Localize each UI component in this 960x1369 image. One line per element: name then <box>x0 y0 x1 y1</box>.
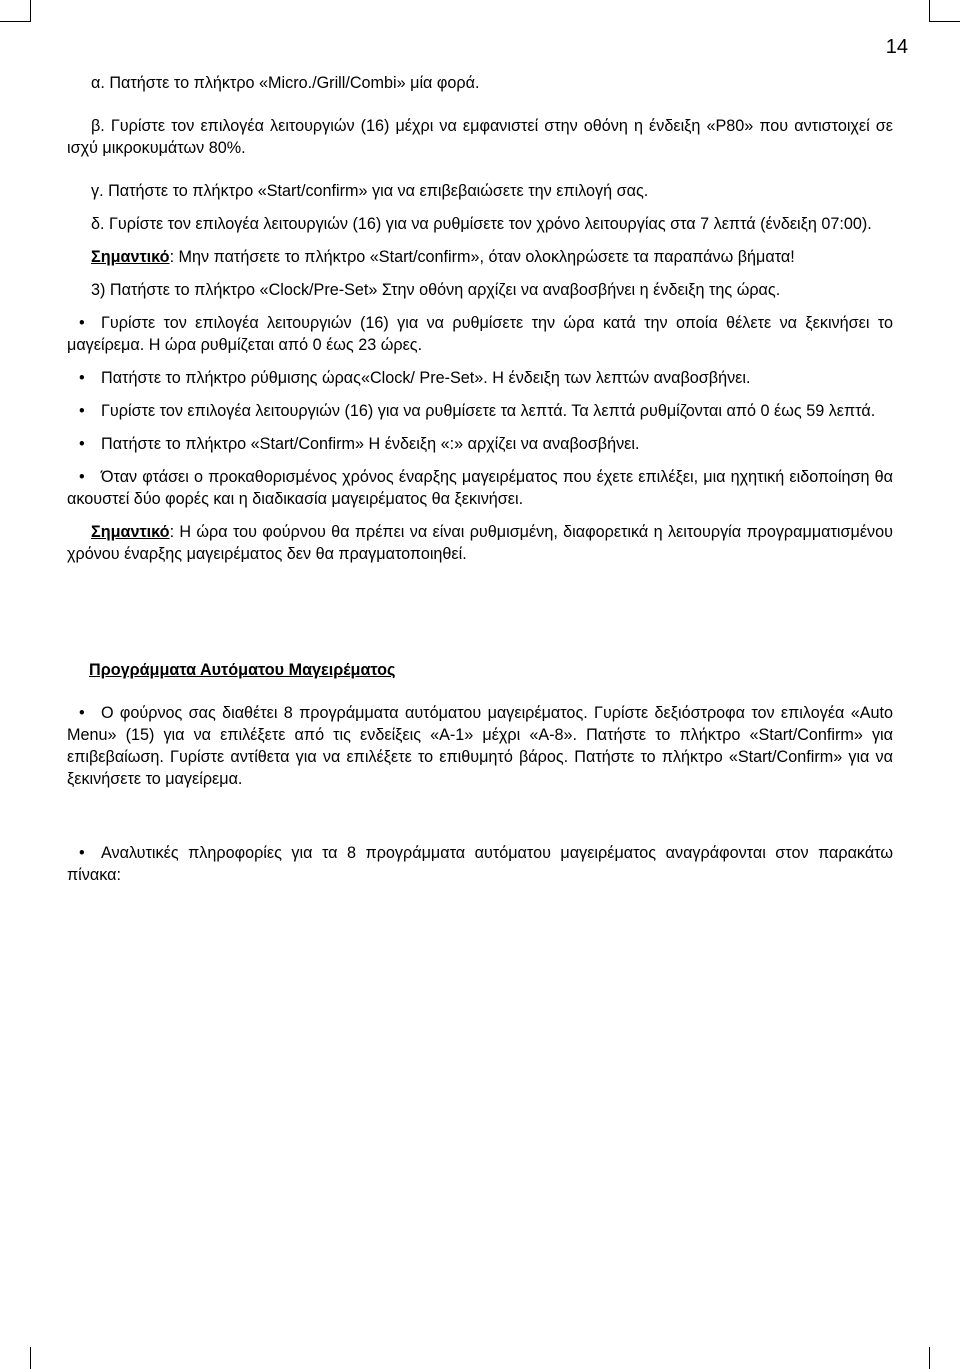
bullet-icon: • <box>79 435 85 453</box>
step-a: α. Πατήστε το πλήκτρο «Micro./Grill/Combi» μία φορά. <box>91 74 480 92</box>
bullet-icon: • <box>79 369 85 387</box>
crop-mark-top-left-h <box>0 21 31 22</box>
bullet-text: Αναλυτικές πληροφορίες για τα 8 προγράμματα αυτόματου μαγειρέματος αναγράφονται στον παρακάτω πίνακα: <box>67 844 893 884</box>
crop-mark-bottom-left-v <box>30 1347 31 1369</box>
bullet-text: Πατήστε το πλήκτρο ρύθμισης ώρας«Clock/ Pre-Set». Η ένδειξη των λεπτών αναβοσβήνει. <box>101 369 751 387</box>
bullet-text: Ο φούρνος σας διαθέτει 8 προγράμματα αυτόματου μαγειρέματος. Γυρίστε δεξιόστροφα τον επιλογέα «Auto Menu» (15) για να επιλέξετε από τις ενδείξεις «A-1» μέχρι «A-8». Πατήστε το πλήκτρο «Start/Confirm» για επιβεβαίωση. Γυρίστε αντίθετα για να επιλέξετε το επιθυμητό βάρος. Πατήστε το πλήκτρο «Start/Confirm» για να ξεκινήσετε το μαγείρεμα. <box>67 704 893 788</box>
crop-mark-top-right-v <box>929 0 930 22</box>
clock-bullet-1 <box>67 312 893 356</box>
clock-bullet-4 <box>67 433 893 455</box>
bullet-text: Γυρίστε τον επιλογέα λειτουργιών (16) για να ρυθμίσετε τα λεπτά. Τα λεπτά ρυθμίζονται από 0 έως 59 λεπτά. <box>101 402 876 420</box>
bullet-icon: • <box>79 844 85 862</box>
crop-mark-bottom-right-v <box>929 1347 930 1369</box>
step-d: δ. Γυρίστε τον επιλογέα λειτουργιών (16) για να ρυθμίσετε τον χρόνο λειτουργίας στα 7 λεπτά (ένδειξη 07:00). <box>91 215 872 233</box>
auto-bullet-1 <box>67 702 893 790</box>
auto-bullet-2 <box>67 842 893 886</box>
important-label: Σημαντικό <box>91 248 170 266</box>
clock-bullet-3 <box>67 400 893 422</box>
crop-mark-top-right-h <box>929 21 960 22</box>
important-text: : Μην πατήσετε το πλήκτρο «Start/confirm», όταν ολοκληρώσετε τα παραπάνω βήματα! <box>169 248 795 266</box>
crop-mark-top-left-v <box>30 0 31 22</box>
important-text: : Η ώρα του φούρνου θα πρέπει να είναι ρυθμισμένη, διαφορετικά η λειτουργία προγραμματισμένου χρόνου έναρξης μαγειρέματος δεν θα πραγματοποιηθεί. <box>67 523 893 563</box>
document-body <box>67 72 893 886</box>
important-label: Σημαντικό <box>91 523 170 541</box>
bullet-text: Πατήστε το πλήκτρο «Start/Confirm» Η ένδειξη «:» αρχίζει να αναβοσβήνει. <box>101 435 640 453</box>
important-note-1 <box>67 246 893 268</box>
bullet-icon: • <box>79 314 85 332</box>
step-3: 3) Πατήστε το πλήκτρο «Clock/Pre-Set» Στην οθόνη αρχίζει να αναβοσβήνει η ένδειξη της ώρας. <box>91 281 781 299</box>
bullet-icon: • <box>79 468 85 486</box>
page-number: 14 <box>885 36 908 58</box>
bullet-icon: • <box>79 704 85 722</box>
clock-bullet-5 <box>67 466 893 510</box>
bullet-text: Όταν φτάσει ο προκαθορισμένος χρόνος έναρξης μαγειρέματος που έχετε επιλέξει, μια ηχητική ειδοποίηση θα ακουστεί δύο φορές και η διαδικασία μαγειρέματος θα ξεκινήσει. <box>67 468 893 508</box>
step-c: γ. Πατήστε το πλήκτρο «Start/confirm» για να επιβεβαιώσετε την επιλογή σας. <box>91 182 649 200</box>
bullet-icon: • <box>79 402 85 420</box>
step-b: β. Γυρίστε τον επιλογέα λειτουργιών (16) μέχρι να εμφανιστεί στην οθόνη η ένδειξη «P80» που αντιστοιχεί σε ισχύ μικροκυμάτων 80%. <box>67 117 893 157</box>
auto-programs-heading: Προγράμματα Αυτόματου Μαγειρέματος <box>89 661 396 679</box>
bullet-text: Γυρίστε τον επιλογέα λειτουργιών (16) για να ρυθμίσετε την ώρα κατά την οποία θέλετε να ξεκινήσει το μαγείρεμα. Η ώρα ρυθμίζεται από 0 έως 23 ώρες. <box>67 314 893 354</box>
important-note-2 <box>67 521 893 565</box>
clock-bullet-2 <box>67 367 893 389</box>
